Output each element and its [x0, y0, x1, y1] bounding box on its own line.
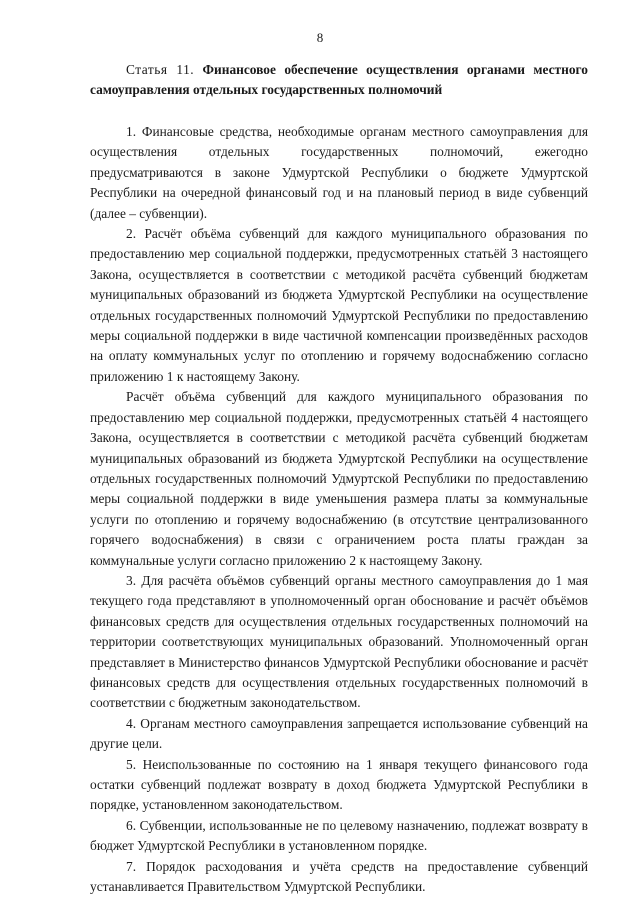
paragraph-5: 5. Неиспользованные по состоянию на 1 января текущего финансового года остатки субвенций подлежат возврату в доход бюджета Удмуртской Республики в порядке, установленном законодательством. [90, 756, 588, 813]
paragraph-3: 3. Для расчёта объёмов субвенций органы местного самоуправления до 1 мая текущего года представляют в уполномоченный орган обоснование и расчёт объёмов финансовых средств для осуществления отдельных государственных полномочий на территории соответствующих муниципальных образований. Уполномоченный орган представляет в Министерство финансов Удмуртской Республики обоснование и расчёт финансовых средств для осуществления отдельных государственных полномочий в соответствии с бюджетным законодательством. [90, 572, 588, 711]
paragraph-7: 7. Порядок расходования и учёта средств на предоставление субвенций устанавливается Правительством Удмуртской Республики. [90, 858, 588, 895]
article-title: Финансовое обеспечение осуществления органами местного самоуправления отдельных государственных полномочий [90, 62, 588, 97]
paragraph-4: 4. Органам местного самоуправления запрещается использование субвенций на другие цели. [90, 715, 588, 752]
article-label: Статья 11. [126, 62, 195, 77]
page-number: 8 [316, 30, 324, 45]
paragraph-6: 6. Субвенции, использованные не по целевому назначению, подлежат возврату в бюджет Удмуртской Республики в установленном порядке. [90, 817, 588, 854]
article-heading [90, 60, 588, 100]
paragraph-2-continued: Расчёт объёма субвенций для каждого муниципального образования по предоставлению мер социальной поддержки, предусмотренных статьёй 4 настоящего Закона, осуществляется в соответствии с методикой расчёта субвенций бюджетам муниципальных образований из бюджета Удмуртской Республики на осуществление отдельных государственных полномочий Удмуртской Республики по предоставлению меры социальной поддержки в виде уменьшения размера платы за коммунальные услуги по отоплению и горячему водоснабжению (в отсутствие централизованного горячего водоснабжения) в связи с ограничением роста платы граждан за коммунальные услуги согласно приложению 2 к настоящему Закону. [90, 389, 588, 568]
paragraph-2: 2. Расчёт объёма субвенций для каждого муниципального образования по предоставлению мер социальной поддержки, предусмотренных статьёй 3 настоящего Закона, осуществляется в соответствии с методикой расчёта субвенций бюджетам муниципальных образований из бюджета Удмуртской Республики на осуществление отдельных государственных полномочий Удмуртской Республики по предоставлению меры социальной поддержки в виде частичной компенсации произведённых расходов на оплату коммунальных услуг по отоплению и горячему водоснабжению согласно приложению 1 к настоящему Закону. [90, 226, 588, 384]
paragraph-1: 1. Финансовые средства, необходимые органам местного самоуправления для осуществления отдельных государственных полномочий, ежегодно предусматриваются в законе Удмуртской Республики о бюджете Удмуртской Республики на очередной финансовый год и на плановый период в виде субвенций (далее – субвенции). [90, 124, 588, 221]
document-body [90, 60, 588, 897]
